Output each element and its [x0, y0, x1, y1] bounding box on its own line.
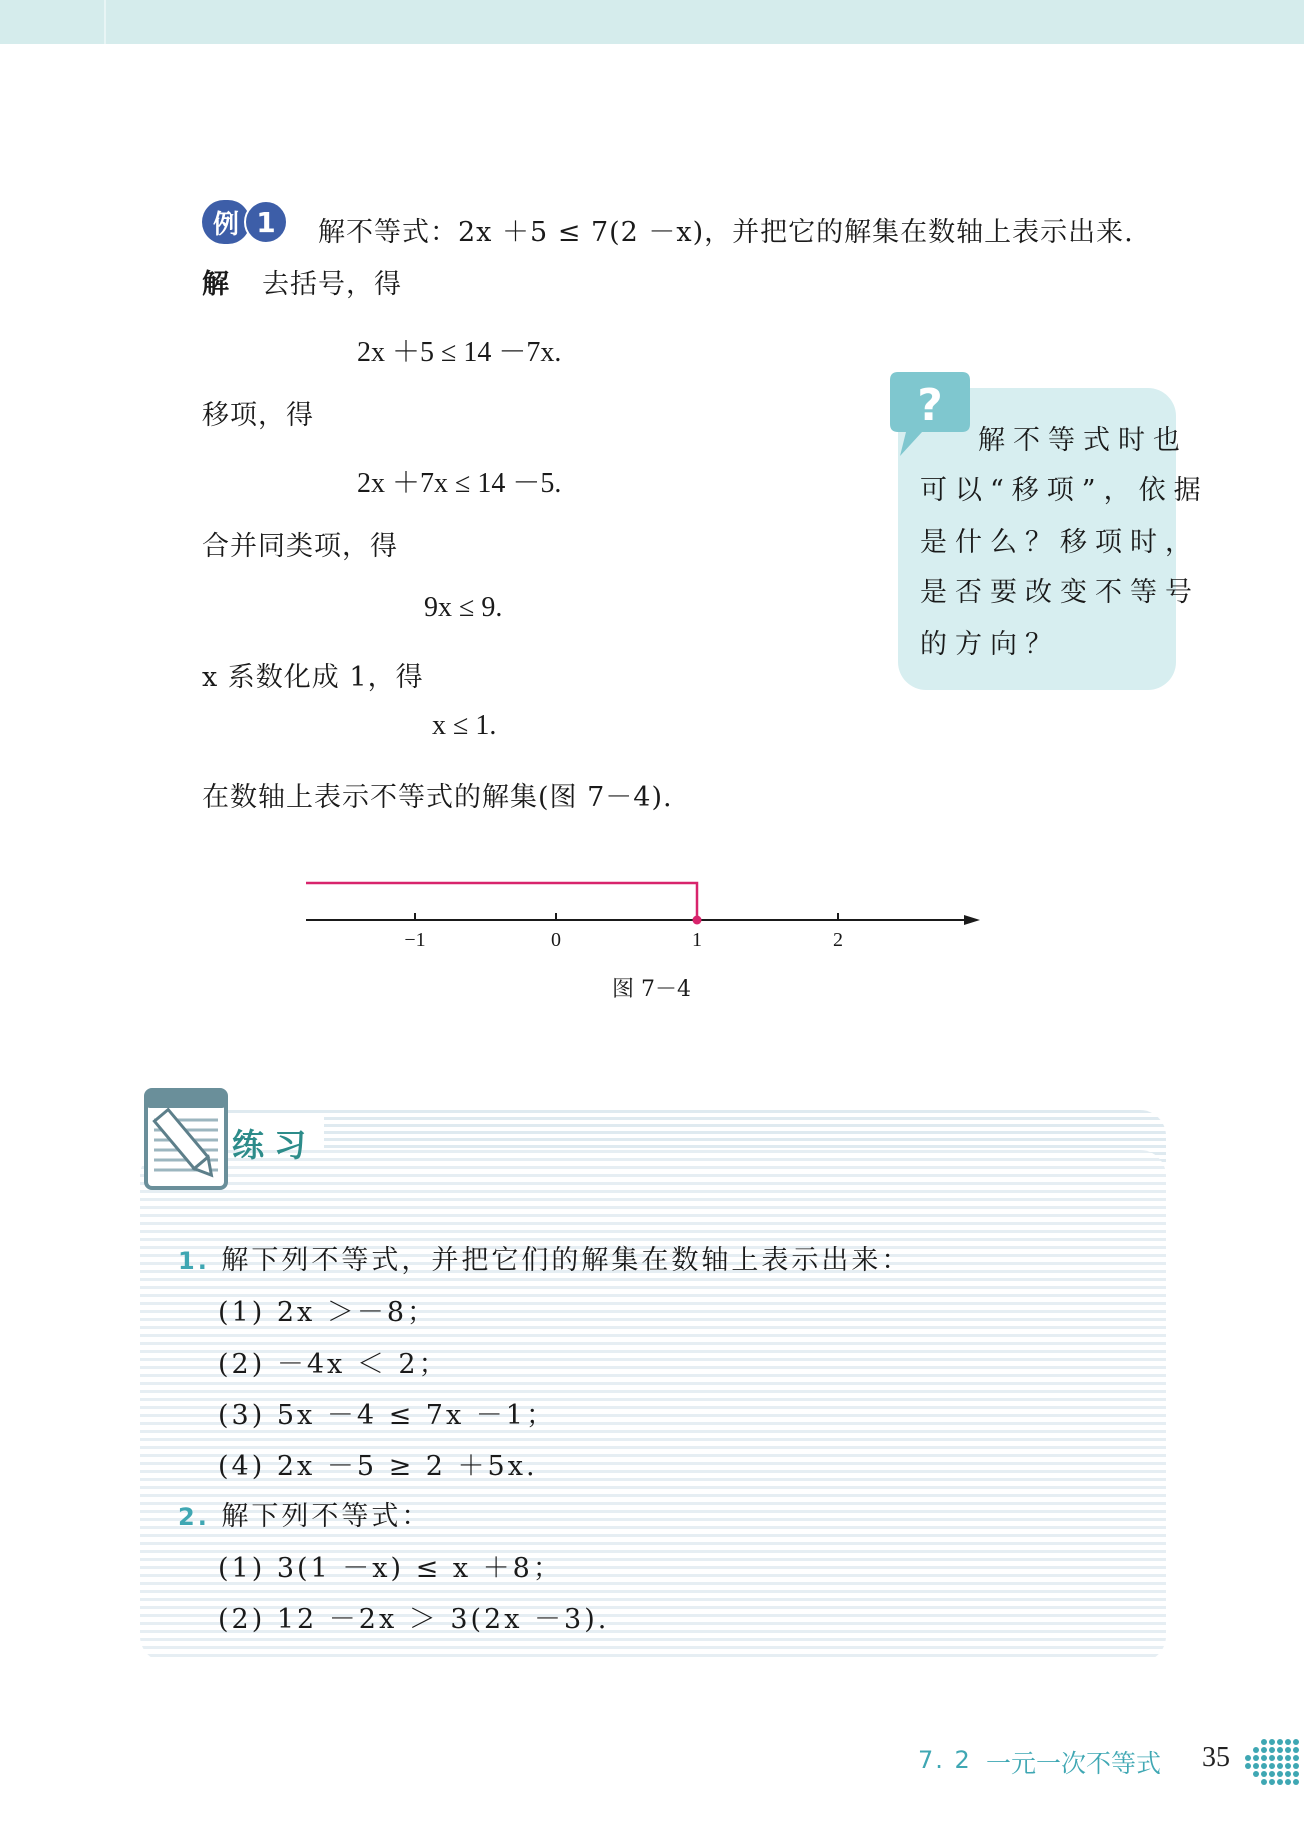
decor-dot: [1261, 1755, 1267, 1761]
decor-dot: [1293, 1739, 1299, 1745]
pencil-notebook-icon: [142, 1086, 232, 1196]
practice-item-1-3: (3) 5x －4 ≤ 7x －1；: [218, 1400, 556, 1431]
practice-item-2: [178, 1494, 431, 1533]
decor-dot: [1245, 1755, 1251, 1761]
tick-label: −1: [404, 929, 426, 951]
decor-dot: [1293, 1755, 1299, 1761]
conclusion-text: 在数轴上表示不等式的解集(图 7－4).: [202, 782, 673, 813]
decor-dot: [1269, 1771, 1275, 1777]
practice-text-2: 解下列不等式：: [221, 1501, 432, 1532]
footer-dots-decoration: [1242, 1736, 1304, 1788]
solution-endpoint: [693, 916, 702, 925]
figure-caption: 图 7－4: [612, 977, 691, 1002]
decor-dot: [1253, 1747, 1259, 1753]
decor-dot: [1293, 1779, 1299, 1785]
decor-dot: [1285, 1771, 1291, 1777]
decor-dot: [1285, 1739, 1291, 1745]
decor-dot: [1261, 1763, 1267, 1769]
decor-dot: [1261, 1747, 1267, 1753]
side-note-line-2: 可以“移项”，依据: [920, 475, 1209, 506]
question-bubble-icon: [888, 366, 972, 466]
decor-dot: [1285, 1747, 1291, 1753]
step4-math: x ≤ 1.: [432, 710, 497, 741]
decor-dot: [1293, 1763, 1299, 1769]
decor-dot: [1261, 1771, 1267, 1777]
svg-text:?: ?: [917, 380, 943, 431]
number-line-arrow: [964, 915, 980, 925]
practice-item-2-2: (2) 12 －2x ＞ 3(2x －3).: [218, 1604, 610, 1635]
practice-item-1-1: (1) 2x ＞－8；: [218, 1297, 437, 1328]
decor-dot: [1277, 1779, 1283, 1785]
tick-label: 2: [833, 929, 843, 951]
example-badge-number: 1: [244, 200, 288, 244]
decor-dot: [1269, 1763, 1275, 1769]
practice-number-1: 1.: [178, 1247, 210, 1275]
practice-title: 练习: [232, 1126, 317, 1164]
step1-math: 2x ＋5 ≤ 14 －7x.: [357, 337, 562, 368]
decor-dot: [1253, 1755, 1259, 1761]
decor-dot: [1269, 1755, 1275, 1761]
footer-section-number: 7. 2: [918, 1746, 972, 1774]
example-badge-label: 例: [202, 200, 250, 244]
decor-dot: [1293, 1771, 1299, 1777]
step1-text: 去括号，得: [262, 269, 402, 300]
decor-dot: [1253, 1763, 1259, 1769]
decor-dot: [1285, 1755, 1291, 1761]
top-header-band: [0, 0, 1304, 44]
decor-dot: [1269, 1779, 1275, 1785]
side-note-line-3: 是什么？移项时，: [920, 527, 1200, 558]
step2-text: 移项，得: [202, 400, 314, 431]
practice-item-1-4: (4) 2x －5 ≥ 2 ＋5x.: [218, 1451, 538, 1482]
step4-text: x 系数化成 1，得: [202, 662, 424, 693]
decor-dot: [1285, 1779, 1291, 1785]
number-line-figure: [300, 875, 1000, 955]
decor-dot: [1245, 1763, 1251, 1769]
decor-dot: [1277, 1747, 1283, 1753]
solution-ray: [306, 883, 697, 920]
decor-dot: [1285, 1763, 1291, 1769]
step2-math: 2x ＋7x ≤ 14 －5.: [357, 468, 562, 499]
decor-dot: [1269, 1739, 1275, 1745]
tick-label: 0: [551, 929, 561, 951]
decor-dot: [1277, 1755, 1283, 1761]
practice-text-1: 解下列不等式，并把它们的解集在数轴上表示出来：: [221, 1245, 912, 1276]
decor-dot: [1269, 1747, 1275, 1753]
decor-dot: [1277, 1763, 1283, 1769]
decor-dot: [1293, 1747, 1299, 1753]
decor-dot: [1261, 1779, 1267, 1785]
decor-dot: [1277, 1771, 1283, 1777]
solution-label: 解: [202, 269, 230, 300]
side-note-line-1: 解不等式时也: [978, 425, 1188, 456]
example-badge: [202, 200, 288, 244]
practice-item-2-1: (1) 3(1 －x) ≤ x ＋8；: [218, 1553, 563, 1584]
page-number: 35: [1202, 1742, 1230, 1773]
step3-text: 合并同类项，得: [202, 531, 398, 562]
practice-item-1-2: (2) －4x ＜ 2；: [218, 1349, 449, 1380]
footer-section-title: 一元一次不等式: [986, 1749, 1162, 1778]
decor-dot: [1261, 1739, 1267, 1745]
step3-math: 9x ≤ 9.: [424, 592, 503, 623]
example-problem: 解不等式：2x ＋5 ≤ 7(2 －x)，并把它的解集在数轴上表示出来.: [318, 217, 1134, 248]
practice-item-1: [178, 1238, 911, 1277]
decor-dot: [1277, 1739, 1283, 1745]
side-note-line-4: 是否要改变不等号: [920, 577, 1200, 608]
side-note-line-5: 的方向？: [920, 629, 1060, 660]
practice-number-2: 2.: [178, 1503, 210, 1531]
decor-dot: [1253, 1771, 1259, 1777]
tick-label: 1: [692, 929, 702, 951]
